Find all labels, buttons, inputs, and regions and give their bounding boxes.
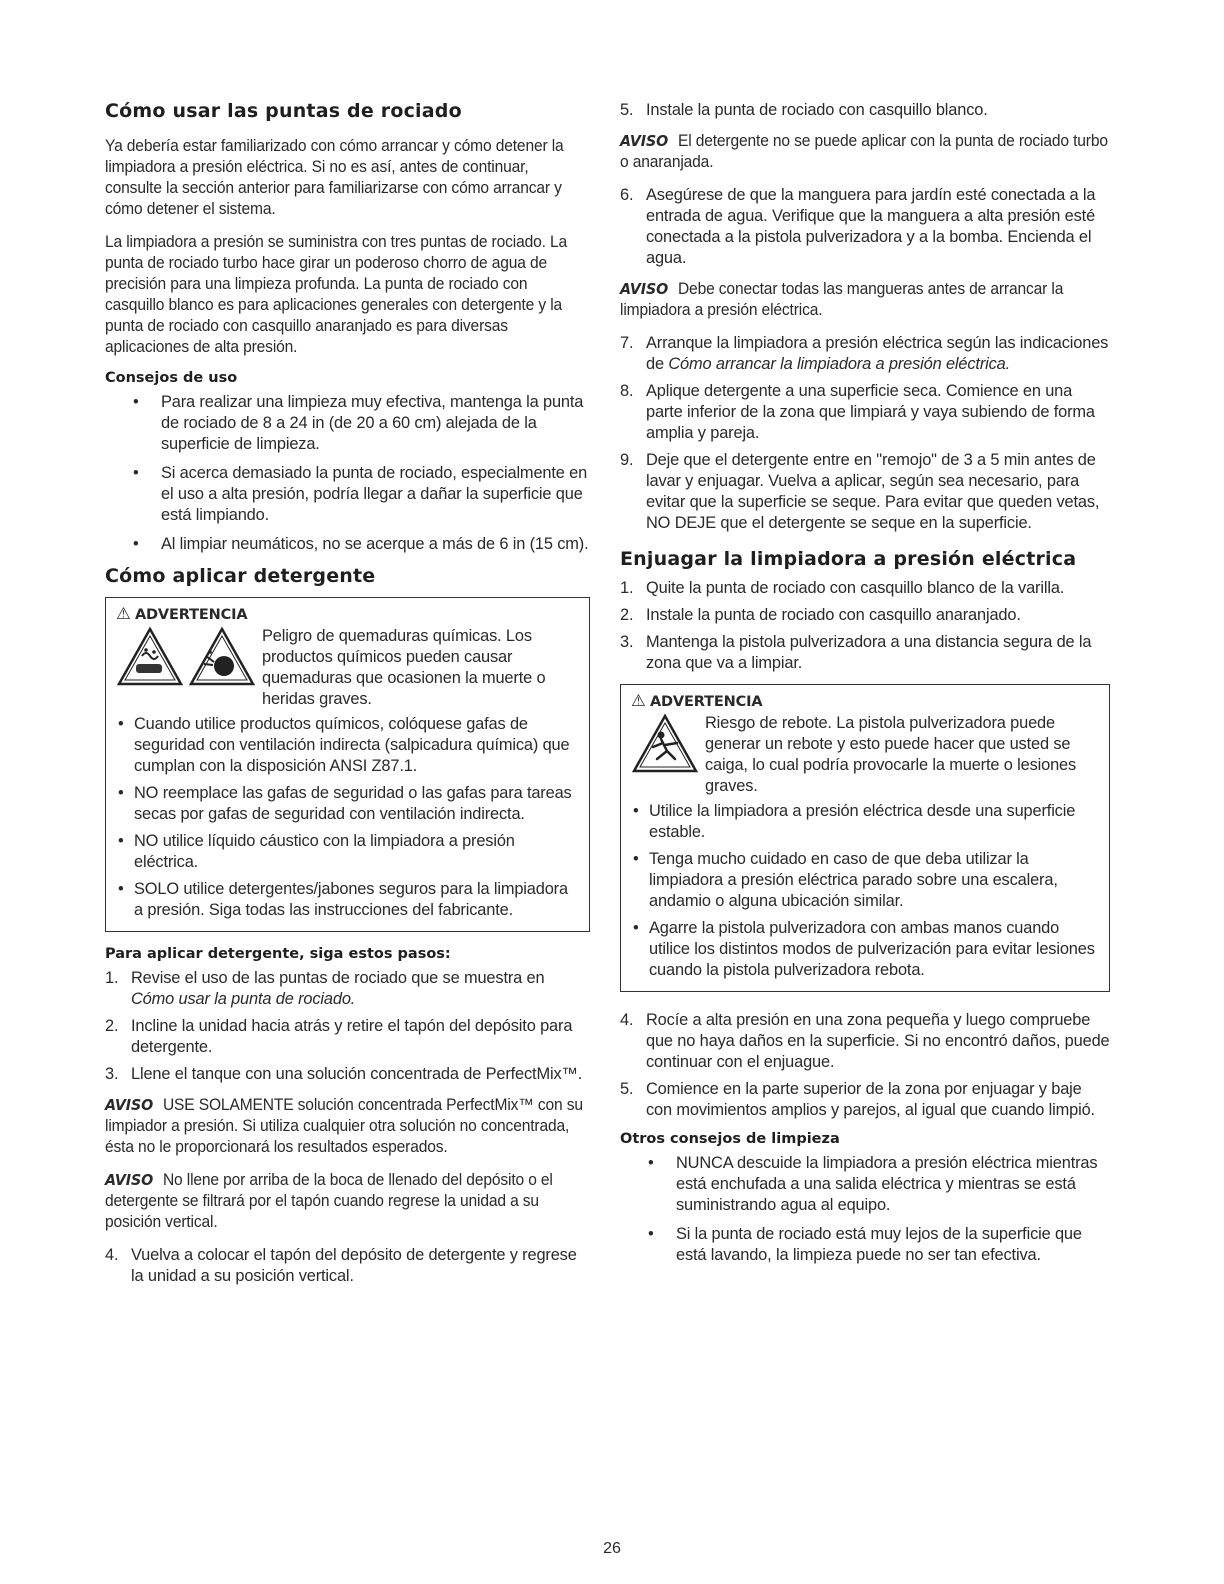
consejos-list: [105, 392, 590, 555]
list-item: • NO reemplace las gafas de seguridad o las gafas para tareas secas por gafas de seguridad con ventilación indirecta.: [116, 783, 581, 825]
list-item: • Tenga mucho cuidado en caso de que deba utilizar la limpiadora a presión eléctrica parado sobre una escalera, andamio o alguna ubicación similar.: [631, 849, 1101, 912]
warning-head-text: Riesgo de rebote. La pistola pulverizadora puede generar un rebote y esto puede hacer que usted se caiga, lo cual podría provocarle la muerte o lesiones graves.: [705, 714, 1077, 795]
list-item: 1. Quite la punta de rociado con casquillo blanco de la varilla.: [620, 579, 1065, 597]
list-item: 5. Instale la punta de rociado con casquillo blanco.: [620, 101, 988, 119]
list-item: • Si acerca demasiado la punta de rociado, especialmente en el uso a alta presión, podría llegar a dañar la superficie que está limpiando.: [105, 463, 590, 526]
list-item: • Utilice la limpiadora a presión eléctrica desde una superficie estable.: [631, 801, 1101, 843]
warning-box-chemical: [105, 597, 590, 932]
heading-pasos: Para aplicar detergente, siga estos pasos:: [105, 946, 451, 962]
list-item: 2. Incline la unidad hacia atrás y retire el tapón del depósito para detergente.: [105, 1017, 573, 1056]
warning-label: ADVERTENCIA: [649, 694, 763, 710]
list-item: 3. Llene el tanque con una solución concentrada de PerfectMix™.: [105, 1065, 583, 1083]
fall-hazard-icon: [631, 713, 699, 775]
rinse-steps-list: [620, 578, 1110, 674]
steps-list: [105, 968, 590, 1085]
warning-label: ADVERTENCIA: [134, 607, 248, 623]
list-item: 8. Aplique detergente a una superficie seca. Comience en una parte inferior de la zona que limpiará y vaya subiendo de forma amplia y pareja.: [620, 382, 1095, 442]
steps-list-right-2: [620, 185, 1110, 269]
warning-icons: [631, 713, 699, 797]
list-item: • SOLO utilice detergentes/jabones seguros para la limpiadora a presión. Siga todas las instrucciones del fabricante.: [116, 879, 581, 921]
list-item: 2. Instale la punta de rociado con casquillo anaranjado.: [620, 606, 1021, 624]
list-item: • Agarre la pistola pulverizadora con ambas manos cuando utilice los distintos modos de pulverización para evitar lesiones cuando la pistola pulverizadora rebota.: [631, 918, 1101, 981]
right-column: [620, 100, 1110, 1274]
list-item: • Si la punta de rociado está muy lejos de la superficie que está lavando, la limpieza puede no ser tan efectiva.: [620, 1224, 1110, 1266]
otros-list: [620, 1153, 1110, 1266]
list-item: • NUNCA descuide la limpiadora a presión eléctrica mientras está enchufada a una salida eléctrica y mientras se está suministrando agua al equipo.: [620, 1153, 1110, 1216]
page-number: 26: [603, 1540, 621, 1557]
notice-label: AVISO: [620, 280, 669, 298]
list-item: • Al limpiar neumáticos, no se acerque a más de 6 in (15 cm).: [105, 534, 590, 555]
list-item: 9. Deje que el detergente entre en "remojo" de 3 a 5 min antes de lavar y enjuagar. Vuelva a aplicar, según sea necesario, para evitar que la superficie se seque. Para evitar que queden vetas, NO DEJE que el detergente se seque en la superficie.: [620, 451, 1100, 532]
notice-1: AVISO USE SOLAMENTE solución concentrada PerfectMix™ con su limpiador a presión. Si utiliza cualquier otra solución no concentrada, ésta no le proporcionará los resultados esperados.: [105, 1096, 583, 1156]
notice-label: AVISO: [105, 1171, 154, 1189]
notice-3: AVISO El detergente no se puede aplicar con la punta de rociado turbo o anaranjada.: [620, 132, 1108, 171]
paragraph-puntas: La limpiadora a presión se suministra con tres puntas de rociado. La punta de rociado turbo hace girar un poderoso chorro de agua de precisión para una limpieza profunda. La punta de rociado con casquillo blanco es para aplicaciones generales con detergente y la punta de rociado con casquillo anaranjado es para diversas aplicaciones de alta presión.: [105, 233, 568, 356]
steps-list-continued: [105, 1245, 590, 1287]
notice-4: AVISO Debe conectar todas las mangueras antes de arrancar la limpiadora a presión eléctrica.: [620, 280, 1064, 319]
cross-reference: Cómo arrancar la limpiadora a presión eléctrica.: [668, 355, 1011, 373]
heading-enjuagar: Enjuagar la limpiadora a presión eléctrica: [620, 548, 1077, 570]
rinse-steps-list-continued: [620, 1010, 1110, 1121]
list-item: 1. Revise el uso de las puntas de rociado que se muestra en Cómo usar la punta de rociado.: [105, 969, 545, 1008]
paragraph-intro: Ya debería estar familiarizado con cómo arrancar y cómo detener la limpiadora a presión eléctrica. Si no es así, antes de continuar, consulte la sección anterior para familiarizarse con cómo arrancar y cómo detener el sistema.: [105, 137, 564, 218]
list-item: 6. Asegúrese de que la manguera para jardín esté conectada a la entrada de agua. Verifique que la manguera a alta presión esté conectada a la pistola pulverizadora y a la bomba. Encienda el agua.: [620, 186, 1096, 267]
warning-list: [116, 714, 581, 921]
list-item: 7. Arranque la limpiadora a presión eléctrica según las indicaciones de Cómo arrancar la limpiadora a presión eléctrica.: [620, 334, 1109, 373]
list-item: • NO utilice líquido cáustico con la limpiadora a presión eléctrica.: [116, 831, 581, 873]
notice-label: AVISO: [620, 132, 669, 150]
warning-triangle-icon: ⚠: [631, 692, 646, 710]
list-item: 4. Rocíe a alta presión en una zona pequeña y luego compruebe que no haya daños en la superficie. Si no encontró daños, puede continuar con el enjuague.: [620, 1011, 1110, 1071]
steps-list-right-3: [620, 333, 1110, 534]
notice-2: AVISO No llene por arriba de la boca de llenado del depósito o el detergente se filtrará por el tapón cuando regrese la unidad a su posición vertical.: [105, 1171, 553, 1231]
list-item: • Para realizar una limpieza muy efectiva, mantenga la punta de rociado de 8 a 24 in (de 20 a 60 cm) alejada de la superficie de limpieza.: [105, 392, 590, 455]
chemical-burn-hand-icon: [116, 626, 184, 688]
heading-consejos: Consejos de uso: [105, 370, 238, 386]
heading-otros: Otros consejos de limpieza: [620, 1131, 840, 1147]
list-item: 4. Vuelva a colocar el tapón del depósito de detergente y regrese la unidad a su posición vertical.: [105, 1246, 577, 1285]
cross-reference: Cómo usar la punta de rociado.: [131, 990, 356, 1008]
heading-puntas: Cómo usar las puntas de rociado: [105, 100, 462, 122]
steps-list-right: [620, 100, 1110, 121]
warning-list: [631, 801, 1101, 981]
heading-detergente: Cómo aplicar detergente: [105, 565, 376, 587]
chemical-burn-face-icon: [188, 626, 256, 688]
warning-icons: [116, 626, 256, 710]
left-column: [105, 100, 590, 1297]
warning-triangle-icon: ⚠: [116, 605, 131, 623]
list-item: 5. Comience en la parte superior de la zona por enjuagar y baje con movimientos amplios y parejos, al igual que cuando limpió.: [620, 1080, 1095, 1119]
list-item: 3. Mantenga la pistola pulverizadora a una distancia segura de la zona que va a limpiar.: [620, 633, 1092, 672]
warning-head-text: Peligro de quemaduras químicas. Los productos químicos pueden causar quemaduras que ocasionen la muerte o heridas graves.: [262, 627, 546, 708]
warning-box-kickback: [620, 684, 1110, 992]
notice-label: AVISO: [105, 1096, 154, 1114]
list-item: • Cuando utilice productos químicos, colóquese gafas de seguridad con ventilación indirecta (salpicadura química) que cumplan con la disposición ANSI Z87.1.: [116, 714, 581, 777]
